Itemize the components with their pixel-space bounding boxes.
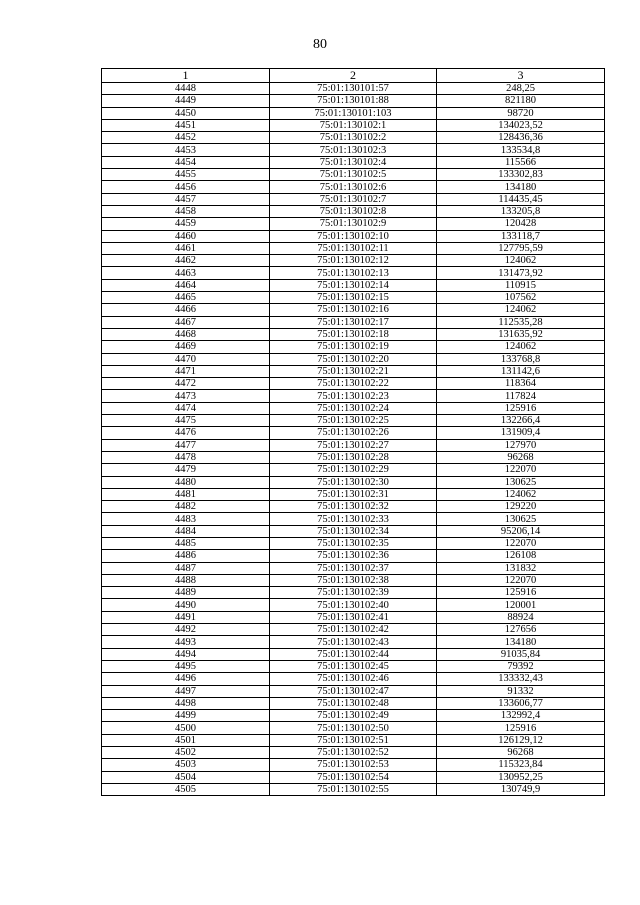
row-number-cell: 4498 bbox=[102, 697, 270, 709]
cadastral-number-cell: 75:01:130102:19 bbox=[270, 341, 437, 353]
row-number-cell: 4477 bbox=[102, 439, 270, 451]
table-row bbox=[102, 353, 605, 365]
value-cell: 110915 bbox=[437, 279, 605, 291]
table-row bbox=[102, 439, 605, 451]
table-row bbox=[102, 537, 605, 549]
cadastral-number-cell: 75:01:130102:18 bbox=[270, 328, 437, 340]
cadastral-number-cell: 75:01:130102:46 bbox=[270, 673, 437, 685]
table-row bbox=[102, 132, 605, 144]
row-number-cell: 4491 bbox=[102, 611, 270, 623]
cadastral-number-cell: 75:01:130102:7 bbox=[270, 193, 437, 205]
cadastral-number-cell: 75:01:130102:54 bbox=[270, 771, 437, 783]
table-row bbox=[102, 316, 605, 328]
table-row bbox=[102, 574, 605, 586]
cadastral-number-cell: 75:01:130102:47 bbox=[270, 685, 437, 697]
value-cell: 248,25 bbox=[437, 83, 605, 95]
cadastral-number-cell: 75:01:130102:8 bbox=[270, 205, 437, 217]
table-row bbox=[102, 267, 605, 279]
value-cell: 134180 bbox=[437, 181, 605, 193]
value-cell: 120428 bbox=[437, 218, 605, 230]
table-row bbox=[102, 144, 605, 156]
cadastral-number-cell: 75:01:130102:37 bbox=[270, 562, 437, 574]
table-row bbox=[102, 415, 605, 427]
value-cell: 95206,14 bbox=[437, 525, 605, 537]
cadastral-number-cell: 75:01:130102:11 bbox=[270, 242, 437, 254]
row-number-cell: 4488 bbox=[102, 574, 270, 586]
table-row bbox=[102, 279, 605, 291]
cadastral-number-cell: 75:01:130102:34 bbox=[270, 525, 437, 537]
value-cell: 133205,8 bbox=[437, 205, 605, 217]
table-row bbox=[102, 205, 605, 217]
value-cell: 133606,77 bbox=[437, 697, 605, 709]
table-row bbox=[102, 783, 605, 795]
table-row bbox=[102, 181, 605, 193]
table-row bbox=[102, 599, 605, 611]
value-cell: 88924 bbox=[437, 611, 605, 623]
value-cell: 117824 bbox=[437, 390, 605, 402]
cadastral-number-cell: 75:01:130102:9 bbox=[270, 218, 437, 230]
row-number-cell: 4504 bbox=[102, 771, 270, 783]
row-number-cell: 4458 bbox=[102, 205, 270, 217]
cadastral-number-cell: 75:01:130101:57 bbox=[270, 83, 437, 95]
value-cell: 124062 bbox=[437, 255, 605, 267]
row-number-cell: 4457 bbox=[102, 193, 270, 205]
row-number-cell: 4466 bbox=[102, 304, 270, 316]
value-cell: 132266,4 bbox=[437, 415, 605, 427]
cadastral-number-cell: 75:01:130102:35 bbox=[270, 537, 437, 549]
table-row bbox=[102, 513, 605, 525]
cadastral-number-cell: 75:01:130102:43 bbox=[270, 636, 437, 648]
table-row bbox=[102, 734, 605, 746]
value-cell: 114435,45 bbox=[437, 193, 605, 205]
table-row bbox=[102, 673, 605, 685]
row-number-cell: 4454 bbox=[102, 156, 270, 168]
row-number-cell: 4499 bbox=[102, 710, 270, 722]
value-cell: 96268 bbox=[437, 451, 605, 463]
row-number-cell: 4469 bbox=[102, 341, 270, 353]
row-number-cell: 4484 bbox=[102, 525, 270, 537]
table-row bbox=[102, 107, 605, 119]
row-number-cell: 4459 bbox=[102, 218, 270, 230]
row-number-cell: 4483 bbox=[102, 513, 270, 525]
table-row bbox=[102, 759, 605, 771]
value-cell: 126108 bbox=[437, 550, 605, 562]
cadastral-number-cell: 75:01:130102:30 bbox=[270, 476, 437, 488]
cadastral-number-cell: 75:01:130102:10 bbox=[270, 230, 437, 242]
row-number-cell: 4476 bbox=[102, 427, 270, 439]
value-cell: 130625 bbox=[437, 513, 605, 525]
value-cell: 124062 bbox=[437, 341, 605, 353]
row-number-cell: 4473 bbox=[102, 390, 270, 402]
value-cell: 126129,12 bbox=[437, 734, 605, 746]
value-cell: 133768,8 bbox=[437, 353, 605, 365]
cadastral-number-cell: 75:01:130102:29 bbox=[270, 464, 437, 476]
row-number-cell: 4448 bbox=[102, 83, 270, 95]
table-row bbox=[102, 193, 605, 205]
value-cell: 122070 bbox=[437, 464, 605, 476]
cadastral-number-cell: 75:01:130102:4 bbox=[270, 156, 437, 168]
cadastral-number-cell: 75:01:130102:6 bbox=[270, 181, 437, 193]
cadastral-number-cell: 75:01:130102:23 bbox=[270, 390, 437, 402]
table-row bbox=[102, 722, 605, 734]
table-row bbox=[102, 525, 605, 537]
table-row bbox=[102, 562, 605, 574]
row-number-cell: 4471 bbox=[102, 365, 270, 377]
value-cell: 133118,7 bbox=[437, 230, 605, 242]
table-row bbox=[102, 624, 605, 636]
table-row bbox=[102, 169, 605, 181]
value-cell: 122070 bbox=[437, 574, 605, 586]
table-row bbox=[102, 697, 605, 709]
cadastral-number-cell: 75:01:130102:14 bbox=[270, 279, 437, 291]
value-cell: 127656 bbox=[437, 624, 605, 636]
value-cell: 134180 bbox=[437, 636, 605, 648]
cadastral-number-cell: 75:01:130102:24 bbox=[270, 402, 437, 414]
table-row bbox=[102, 119, 605, 131]
value-cell: 91035,84 bbox=[437, 648, 605, 660]
table-row bbox=[102, 292, 605, 304]
row-number-cell: 4453 bbox=[102, 144, 270, 156]
row-number-cell: 4492 bbox=[102, 624, 270, 636]
table-row bbox=[102, 636, 605, 648]
value-cell: 115323,84 bbox=[437, 759, 605, 771]
cadastral-number-cell: 75:01:130102:22 bbox=[270, 378, 437, 390]
table-row bbox=[102, 242, 605, 254]
row-number-cell: 4502 bbox=[102, 747, 270, 759]
row-number-cell: 4486 bbox=[102, 550, 270, 562]
table-row bbox=[102, 230, 605, 242]
cadastral-number-cell: 75:01:130102:20 bbox=[270, 353, 437, 365]
cadastral-number-cell: 75:01:130102:17 bbox=[270, 316, 437, 328]
value-cell: 131832 bbox=[437, 562, 605, 574]
row-number-cell: 4496 bbox=[102, 673, 270, 685]
row-number-cell: 4472 bbox=[102, 378, 270, 390]
row-number-cell: 4474 bbox=[102, 402, 270, 414]
row-number-cell: 4449 bbox=[102, 95, 270, 107]
cadastral-number-cell: 75:01:130102:41 bbox=[270, 611, 437, 623]
row-number-cell: 4468 bbox=[102, 328, 270, 340]
cadastral-number-cell: 75:01:130102:52 bbox=[270, 747, 437, 759]
value-cell: 131909,4 bbox=[437, 427, 605, 439]
cadastral-number-cell: 75:01:130102:3 bbox=[270, 144, 437, 156]
row-number-cell: 4479 bbox=[102, 464, 270, 476]
table-row bbox=[102, 402, 605, 414]
row-number-cell: 4463 bbox=[102, 267, 270, 279]
table-row bbox=[102, 365, 605, 377]
row-number-cell: 4482 bbox=[102, 501, 270, 513]
cadastral-number-cell: 75:01:130102:26 bbox=[270, 427, 437, 439]
row-number-cell: 4467 bbox=[102, 316, 270, 328]
row-number-cell: 4490 bbox=[102, 599, 270, 611]
cadastral-number-cell: 75:01:130102:44 bbox=[270, 648, 437, 660]
row-number-cell: 4456 bbox=[102, 181, 270, 193]
row-number-cell: 4493 bbox=[102, 636, 270, 648]
table-row bbox=[102, 648, 605, 660]
row-number-cell: 4452 bbox=[102, 132, 270, 144]
value-cell: 96268 bbox=[437, 747, 605, 759]
row-number-cell: 4464 bbox=[102, 279, 270, 291]
cadastral-number-cell: 75:01:130102:55 bbox=[270, 783, 437, 795]
cadastral-number-cell: 75:01:130102:39 bbox=[270, 587, 437, 599]
row-number-cell: 4450 bbox=[102, 107, 270, 119]
value-cell: 112535,28 bbox=[437, 316, 605, 328]
cadastral-number-cell: 75:01:130102:2 bbox=[270, 132, 437, 144]
row-number-cell: 4505 bbox=[102, 783, 270, 795]
table-row bbox=[102, 550, 605, 562]
value-cell: 127795,59 bbox=[437, 242, 605, 254]
table-row bbox=[102, 685, 605, 697]
table-row bbox=[102, 476, 605, 488]
row-number-cell: 4501 bbox=[102, 734, 270, 746]
column-header-cadastral-number: 2 bbox=[270, 69, 437, 83]
row-number-cell: 4487 bbox=[102, 562, 270, 574]
table-row bbox=[102, 710, 605, 722]
cadastral-number-cell: 75:01:130102:5 bbox=[270, 169, 437, 181]
table-row bbox=[102, 587, 605, 599]
value-cell: 115566 bbox=[437, 156, 605, 168]
value-cell: 821180 bbox=[437, 95, 605, 107]
value-cell: 125916 bbox=[437, 587, 605, 599]
value-cell: 133534,8 bbox=[437, 144, 605, 156]
value-cell: 79392 bbox=[437, 660, 605, 672]
table-row bbox=[102, 328, 605, 340]
value-cell: 120001 bbox=[437, 599, 605, 611]
row-number-cell: 4481 bbox=[102, 488, 270, 500]
row-number-cell: 4489 bbox=[102, 587, 270, 599]
value-cell: 118364 bbox=[437, 378, 605, 390]
cadastral-number-cell: 75:01:130102:53 bbox=[270, 759, 437, 771]
cadastral-number-cell: 75:01:130101:88 bbox=[270, 95, 437, 107]
cadastral-number-cell: 75:01:130102:33 bbox=[270, 513, 437, 525]
value-cell: 129220 bbox=[437, 501, 605, 513]
cadastral-number-cell: 75:01:130102:45 bbox=[270, 660, 437, 672]
value-cell: 131142,6 bbox=[437, 365, 605, 377]
cadastral-number-cell: 75:01:130102:15 bbox=[270, 292, 437, 304]
value-cell: 131635,92 bbox=[437, 328, 605, 340]
value-cell: 125916 bbox=[437, 402, 605, 414]
table-row bbox=[102, 83, 605, 95]
row-number-cell: 4495 bbox=[102, 660, 270, 672]
cadastral-number-cell: 75:01:130102:1 bbox=[270, 119, 437, 131]
cadastral-value-table bbox=[101, 68, 605, 796]
column-header-value: 3 bbox=[437, 69, 605, 83]
cadastral-number-cell: 75:01:130102:21 bbox=[270, 365, 437, 377]
cadastral-number-cell: 75:01:130102:16 bbox=[270, 304, 437, 316]
cadastral-number-cell: 75:01:130102:31 bbox=[270, 488, 437, 500]
table-row bbox=[102, 156, 605, 168]
value-cell: 131473,92 bbox=[437, 267, 605, 279]
row-number-cell: 4503 bbox=[102, 759, 270, 771]
row-number-cell: 4478 bbox=[102, 451, 270, 463]
value-cell: 122070 bbox=[437, 537, 605, 549]
row-number-cell: 4494 bbox=[102, 648, 270, 660]
row-number-cell: 4462 bbox=[102, 255, 270, 267]
table-row bbox=[102, 464, 605, 476]
row-number-cell: 4460 bbox=[102, 230, 270, 242]
cadastral-number-cell: 75:01:130102:32 bbox=[270, 501, 437, 513]
cadastral-number-cell: 75:01:130102:25 bbox=[270, 415, 437, 427]
table-row bbox=[102, 255, 605, 267]
table-row bbox=[102, 611, 605, 623]
table-row bbox=[102, 501, 605, 513]
cadastral-number-cell: 75:01:130102:48 bbox=[270, 697, 437, 709]
row-number-cell: 4451 bbox=[102, 119, 270, 131]
table-row bbox=[102, 427, 605, 439]
cadastral-number-cell: 75:01:130101:103 bbox=[270, 107, 437, 119]
table-row bbox=[102, 341, 605, 353]
table-row bbox=[102, 218, 605, 230]
value-cell: 134023,52 bbox=[437, 119, 605, 131]
value-cell: 133332,43 bbox=[437, 673, 605, 685]
header-row bbox=[102, 69, 605, 83]
value-cell: 127970 bbox=[437, 439, 605, 451]
row-number-cell: 4470 bbox=[102, 353, 270, 365]
table-row bbox=[102, 390, 605, 402]
table-row bbox=[102, 747, 605, 759]
table-row bbox=[102, 771, 605, 783]
row-number-cell: 4497 bbox=[102, 685, 270, 697]
table-row bbox=[102, 451, 605, 463]
value-cell: 130749,9 bbox=[437, 783, 605, 795]
row-number-cell: 4500 bbox=[102, 722, 270, 734]
value-cell: 132992,4 bbox=[437, 710, 605, 722]
cadastral-number-cell: 75:01:130102:13 bbox=[270, 267, 437, 279]
cadastral-number-cell: 75:01:130102:28 bbox=[270, 451, 437, 463]
table-row bbox=[102, 304, 605, 316]
row-number-cell: 4465 bbox=[102, 292, 270, 304]
row-number-cell: 4475 bbox=[102, 415, 270, 427]
value-cell: 107562 bbox=[437, 292, 605, 304]
column-header-number: 1 bbox=[102, 69, 270, 83]
value-cell: 130952,25 bbox=[437, 771, 605, 783]
cadastral-number-cell: 75:01:130102:38 bbox=[270, 574, 437, 586]
cadastral-number-cell: 75:01:130102:27 bbox=[270, 439, 437, 451]
table-row bbox=[102, 660, 605, 672]
value-cell: 91332 bbox=[437, 685, 605, 697]
table-row bbox=[102, 488, 605, 500]
cadastral-number-cell: 75:01:130102:49 bbox=[270, 710, 437, 722]
row-number-cell: 4485 bbox=[102, 537, 270, 549]
value-cell: 98720 bbox=[437, 107, 605, 119]
value-cell: 124062 bbox=[437, 488, 605, 500]
table-row bbox=[102, 378, 605, 390]
cadastral-number-cell: 75:01:130102:40 bbox=[270, 599, 437, 611]
value-cell: 125916 bbox=[437, 722, 605, 734]
value-cell: 133302,83 bbox=[437, 169, 605, 181]
cadastral-number-cell: 75:01:130102:50 bbox=[270, 722, 437, 734]
row-number-cell: 4461 bbox=[102, 242, 270, 254]
table-row bbox=[102, 95, 605, 107]
page-number: 80 bbox=[313, 37, 327, 52]
cadastral-number-cell: 75:01:130102:42 bbox=[270, 624, 437, 636]
table-body bbox=[102, 83, 605, 796]
cadastral-number-cell: 75:01:130102:51 bbox=[270, 734, 437, 746]
value-cell: 130625 bbox=[437, 476, 605, 488]
value-cell: 124062 bbox=[437, 304, 605, 316]
row-number-cell: 4455 bbox=[102, 169, 270, 181]
cadastral-number-cell: 75:01:130102:36 bbox=[270, 550, 437, 562]
value-cell: 128436,36 bbox=[437, 132, 605, 144]
cadastral-number-cell: 75:01:130102:12 bbox=[270, 255, 437, 267]
row-number-cell: 4480 bbox=[102, 476, 270, 488]
